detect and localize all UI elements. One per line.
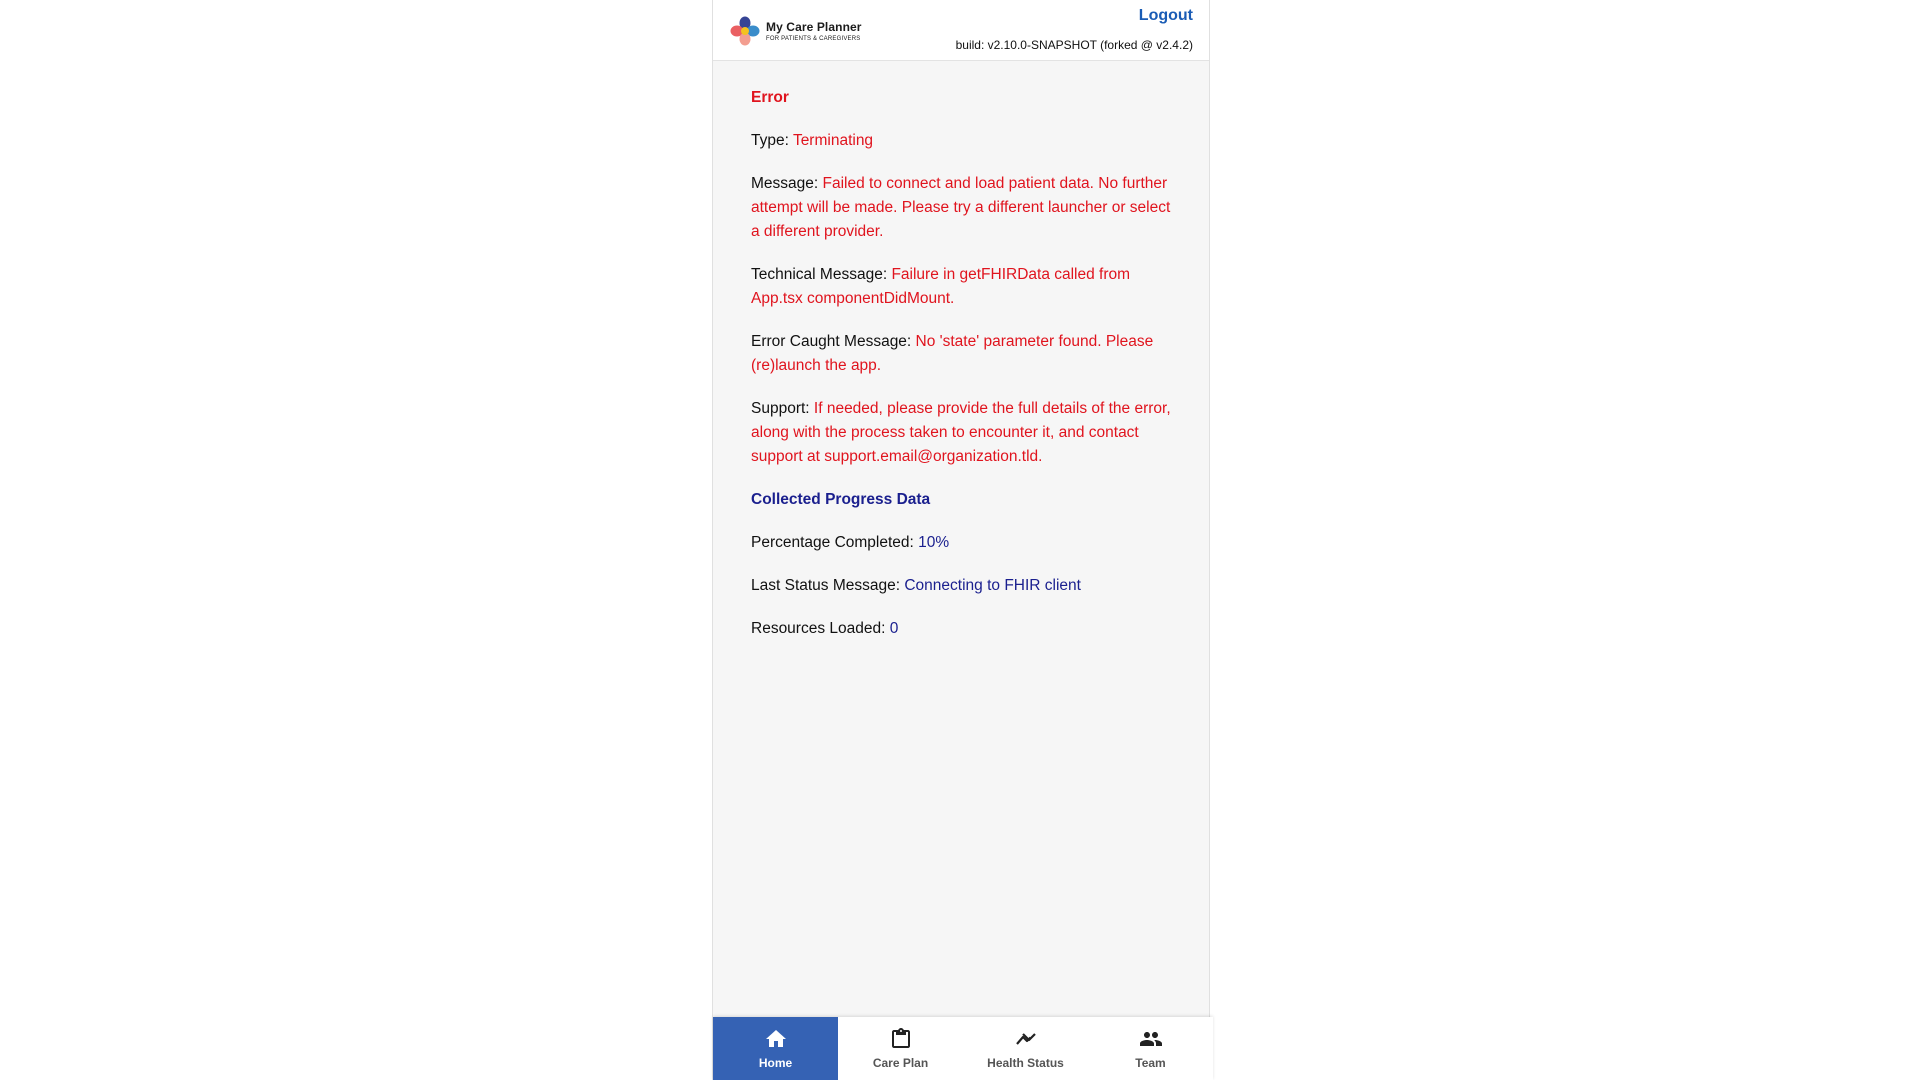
support-value: If needed, please provide the full details of the error, along with the process taken to encounter it, and contact support at support.email@organization.tld.: [751, 400, 1171, 465]
nav-label-home: Home: [758, 1056, 793, 1070]
last-status-value: Connecting to FHIR client: [904, 577, 1081, 594]
logo-mark-icon: [728, 14, 762, 48]
nav-label-care-plan: Care Plan: [872, 1056, 929, 1070]
technical-message-value: Failure in getFHIRData called from App.tsx componentDidMount.: [751, 266, 1131, 307]
resources-loaded-row: [751, 617, 1181, 641]
error-type-value: Terminating: [792, 132, 874, 149]
caught-message-label: Error Caught Message:: [751, 333, 916, 350]
trending-icon: [1014, 1027, 1038, 1051]
error-message-row: [751, 172, 1181, 244]
nav-label-health-status: Health Status: [987, 1056, 1064, 1070]
error-content: [751, 86, 1181, 660]
percentage-label: Percentage Completed:: [751, 534, 919, 551]
error-message-value: Failed to connect and load patient data. No further attempt will be made. Please try a different launcher or select a different provider.: [751, 175, 1171, 240]
logo-title: My Care Planner: [766, 19, 862, 34]
app-header: [713, 0, 1209, 61]
nav-item-care-plan[interactable]: [838, 1017, 963, 1080]
people-icon: [1139, 1027, 1163, 1051]
logo-text: [766, 21, 862, 42]
resources-loaded-value: 0: [889, 620, 899, 637]
home-icon: [764, 1027, 788, 1051]
nav-label-team: Team: [1135, 1056, 1166, 1070]
logo-subtitle: FOR PATIENTS & CAREGIVERS: [766, 35, 861, 42]
build-version: build: v2.10.0-SNAPSHOT (forked @ v2.4.2): [955, 38, 1193, 52]
nav-item-team[interactable]: [1088, 1017, 1213, 1080]
technical-message-label: Technical Message:: [751, 266, 892, 283]
technical-message-row: [751, 263, 1181, 311]
error-message-label: Message:: [751, 175, 823, 192]
progress-heading: Collected Progress Data: [751, 491, 931, 508]
caught-message-row: [751, 330, 1181, 378]
support-label: Support:: [751, 400, 814, 417]
last-status-row: [751, 574, 1181, 598]
support-row: [751, 397, 1181, 469]
percentage-row: [751, 531, 1181, 555]
logout-link[interactable]: Logout: [1138, 7, 1193, 24]
caught-message-value: No 'state' parameter found. Please (re)launch the app.: [751, 333, 1154, 374]
resources-loaded-label: Resources Loaded:: [751, 620, 890, 637]
app-frame: [712, 0, 1210, 1080]
bottom-navigation: [713, 1017, 1213, 1080]
error-type-label: Type:: [751, 132, 793, 149]
nav-item-home[interactable]: [713, 1017, 838, 1080]
percentage-value: 10%: [918, 534, 950, 551]
last-status-label: Last Status Message:: [751, 577, 905, 594]
error-type-row: [751, 129, 1181, 153]
error-heading: Error: [751, 89, 789, 106]
clipboard-icon: [889, 1027, 913, 1051]
nav-item-health-status[interactable]: [963, 1017, 1088, 1080]
app-logo: [728, 14, 862, 48]
